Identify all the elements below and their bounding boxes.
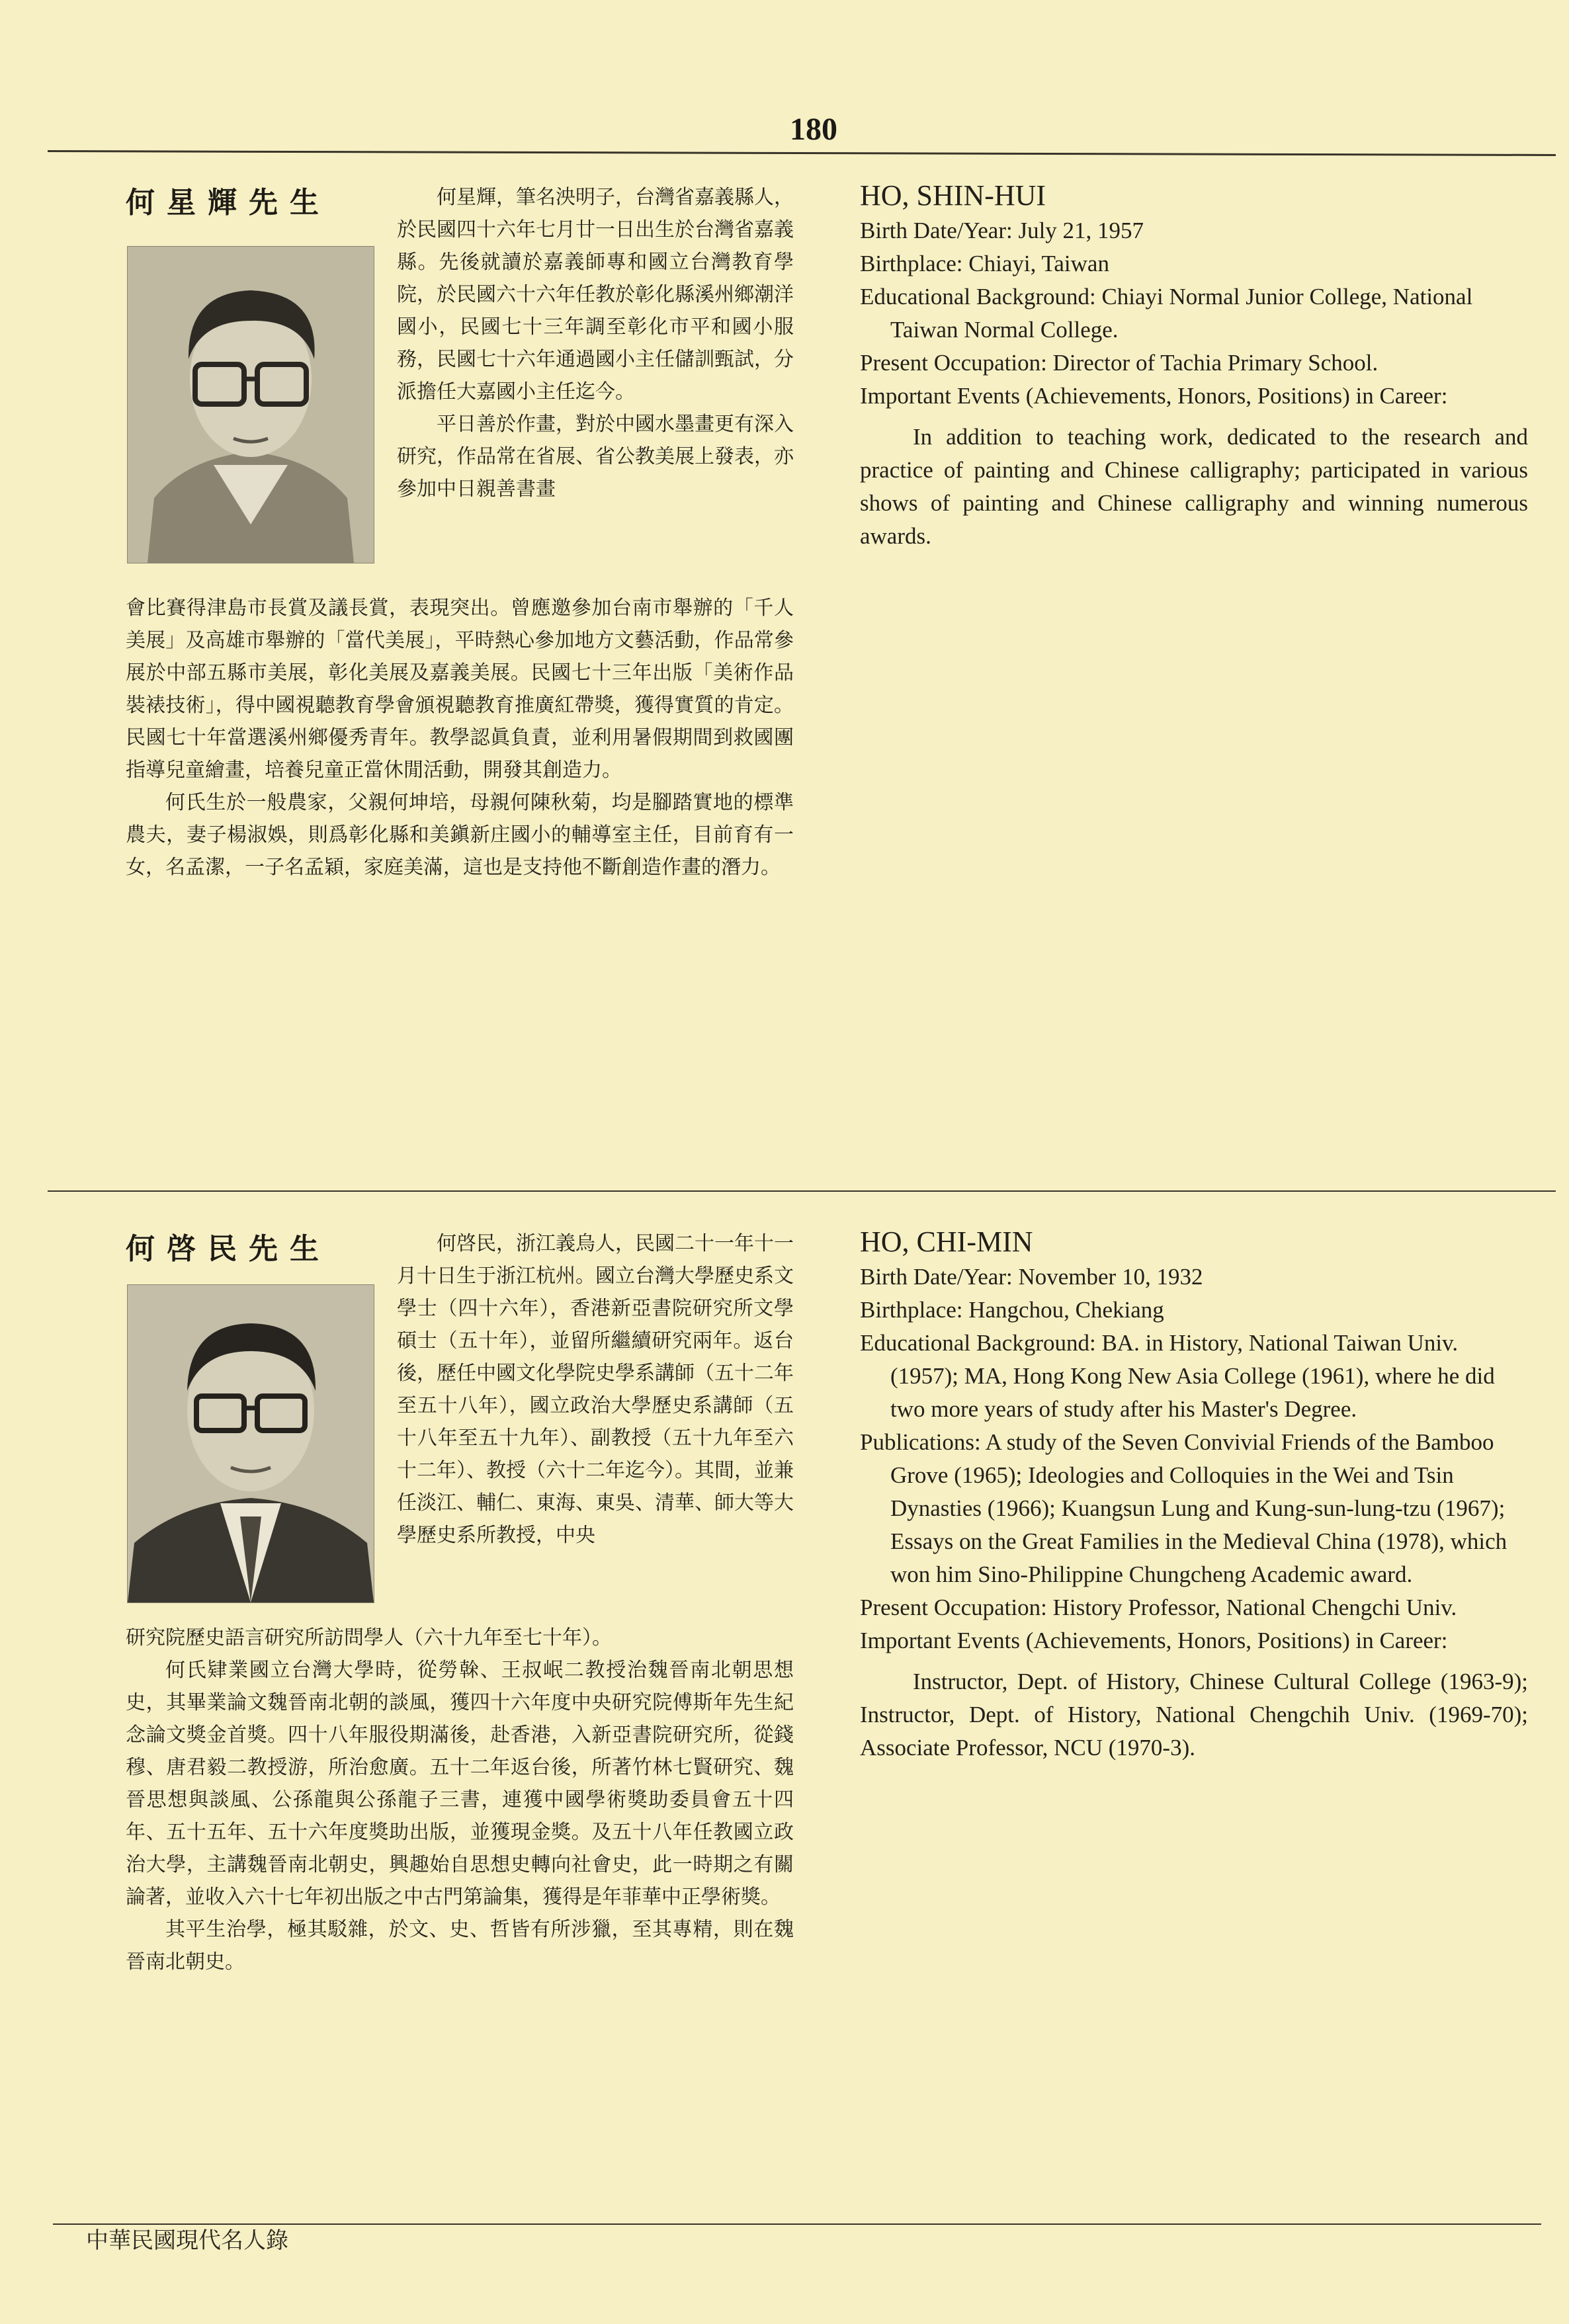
present-occupation: Present Occupation: History Professor, National Chengchi Univ. bbox=[860, 1595, 1457, 1620]
chinese-paragraph: 何氏生於一般農家，父親何坤培，母親何陳秋菊，均是腳踏實地的標準農夫，妻子楊淑娛，則爲彰化縣和美鎭新庄國小的輔導室主任，目前育有一女，名孟潔，一子名孟穎，家庭美滿，這也是支持他不斷創造作畫的潛力。 bbox=[126, 791, 794, 879]
chinese-biography-side bbox=[397, 181, 794, 505]
present-occupation: Present Occupation: Director of Tachia Primary School. bbox=[860, 350, 1378, 376]
english-name-heading: HO, SHIN-HUI bbox=[860, 179, 1046, 212]
portrait-photo-figure bbox=[128, 1285, 374, 1602]
english-biography bbox=[860, 179, 1528, 553]
portrait-photo-figure bbox=[128, 247, 374, 563]
chinese-paragraph: 會比賽得津島市長賞及議長賞，表現突出。曾應邀參加台南市舉辦的「千人美展」及高雄市舉辦的「當代美展」，平時熱心參加地方文藝活動，作品常參展於中部五縣市美展，彰化美展及嘉義美展。民國七十三年出版「美術作品裝裱技術」，得中國視聽教育學會頒視聽教育推廣紅帶獎，獲得實質的肯定。民國七十年當選溪州鄉優秀青年。教學認眞負責，並利用暑假期間到救國團指導兒童繪畫，培養兒童正當休閒活動，開發其創造力。 bbox=[126, 597, 794, 782]
chinese-paragraph: 其平生治學，極其駁雜，於文、史、哲皆有所涉獵，至其專精，則在魏晉南北朝史。 bbox=[126, 1918, 794, 1973]
chinese-biography-full bbox=[126, 592, 794, 884]
chinese-paragraph: 平日善於作畫，對於中國水墨畫更有深入研究，作品常在省展、省公教美展上發表，亦參加中日親善書畫 bbox=[397, 413, 794, 501]
chinese-name-heading: 何星輝先生 bbox=[126, 186, 331, 220]
top-rule bbox=[48, 150, 1556, 156]
chinese-biography-side bbox=[397, 1227, 794, 1552]
birth-date: Birth Date/Year: July 21, 1957 bbox=[860, 218, 1144, 243]
chinese-paragraph: 研究院歷史語言研究所訪問學人（六十九年至七十年）。 bbox=[126, 1626, 612, 1649]
chinese-name-heading: 何啓民先生 bbox=[126, 1232, 331, 1266]
publications: Publications: A study of the Seven Convivial Friends of the Bamboo Grove (1965); Ideologies and Colloquies in the Wei and Tsin Dynasties (1966); Kuangsun Lung and Kung-sun-lung-tzu (1967); Essays on the Great Families in the Medieval China (1978), which won him Sino-Philippine Chungcheng Academic award. bbox=[860, 1429, 1507, 1587]
footer-title: 中華民國現代名人錄 bbox=[86, 2227, 288, 2254]
chinese-paragraph: 何氏肄業國立台灣大學時，從勞榦、王叔岷二教授治魏晉南北朝思想史，其畢業論文魏晉南北朝的談風，獲四十六年度中央研究院傅斯年先生紀念論文獎金首獎。四十八年服役期滿後，赴香港，入新亞書院研究所，從錢穆、唐君毅二教授游，所治愈廣。五十二年返台後，所著竹林七賢研究、魏晉思想與談風、公孫龍與公孫龍子三書，連獲中國學術獎助委員會五十四年、五十五年、五十六年度獎助出版，並獲現金獎。及五十八年任教國立政治大學，主講魏晉南北朝史，興趣始自思想史轉向社會史，此一時期之有關論著，並收入六十七年初出版之中古門第論集，獲得是年菲華中正學術獎。 bbox=[126, 1659, 794, 1909]
chinese-paragraph: 何星輝，筆名泱明子，台灣省嘉義縣人，於民國四十六年七月廿一日出生於台灣省嘉義縣。先後就讀於嘉義師專和國立台灣教育學院，於民國六十六年任教於彰化縣溪州鄉潮洋國小，民國七十三年調至彰化市平和國小服務，民國七十六年通過國小主任儲訓甄試，分派擔任大嘉國小主任迄今。 bbox=[397, 186, 794, 403]
birthplace: Birthplace: Chiayi, Taiwan bbox=[860, 251, 1109, 276]
educational-background: Educational Background: Chiayi Normal Junior College, National Taiwan Normal College. bbox=[860, 284, 1473, 343]
birth-date: Birth Date/Year: November 10, 1932 bbox=[860, 1264, 1203, 1290]
section-divider bbox=[48, 1190, 1556, 1192]
important-events-text: Instructor, Dept. of History, Chinese Cultural College (1963-9); Instructor, Dept. of History, National Chengchih Univ. (1969-70); Associate Professor, NCU (1970-3). bbox=[860, 1669, 1528, 1761]
portrait-photo bbox=[127, 246, 374, 563]
birthplace: Birthplace: Hangchou, Chekiang bbox=[860, 1297, 1164, 1323]
chinese-biography-full bbox=[126, 1622, 794, 1978]
important-events-label: Important Events (Achievements, Honors, Positions) in Career: bbox=[860, 1628, 1448, 1653]
english-biography bbox=[860, 1225, 1528, 1764]
important-events-label: Important Events (Achievements, Honors, Positions) in Career: bbox=[860, 383, 1448, 409]
chinese-paragraph: 何啓民，浙江義烏人，民國二十一年十一月十日生于浙江杭州。國立台灣大學歷史系文學士（四十六年），香港新亞書院研究所文學碩士（五十年），並留所繼續研究兩年。返台後，歷任中國文化學院史學系講師（五十二年至五十八年），國立政治大學歷史系講師（五十八年至五十九年）、副教授（五十九年至六十二年）、教授（六十二年迄今）。其間，並兼任淡江、輔仁、東海、東吳、清華、師大等大學歷史系所教授，中央 bbox=[397, 1232, 794, 1547]
important-events-text: In addition to teaching work, dedicated to the research and practice of painting and Chinese calligraphy; participated in various shows of painting and Chinese calligraphy and winning numerous awards. bbox=[860, 424, 1528, 549]
page-number: 180 bbox=[790, 112, 837, 147]
english-name-heading: HO, CHI-MIN bbox=[860, 1225, 1033, 1258]
educational-background: Educational Background: BA. in History, National Taiwan Univ. (1957); MA, Hong Kong New Asia College (1961), where he did two more years of study after his Master's Degree. bbox=[860, 1330, 1495, 1422]
portrait-photo bbox=[127, 1284, 374, 1603]
